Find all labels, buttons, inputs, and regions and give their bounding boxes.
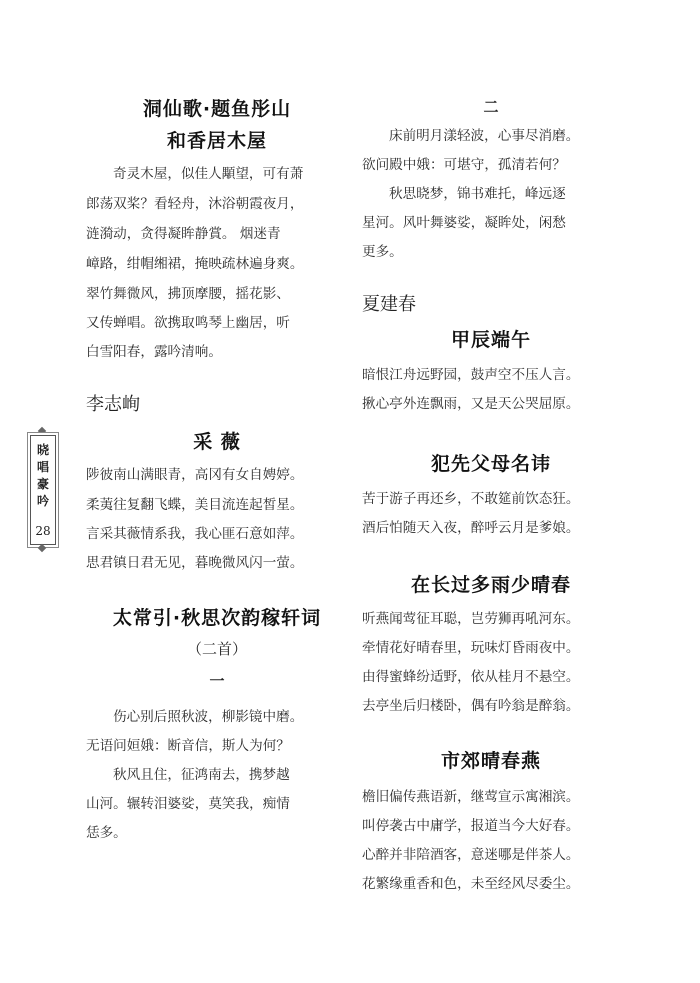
poem-line: 陟彼南山满眼青，高冈有女自娉婷。: [86, 467, 304, 483]
side-tab: [30, 435, 56, 545]
poem-line: 星河。风叶舞婆娑，凝眸处，闲愁: [362, 215, 566, 231]
side-char: 唱: [36, 460, 49, 474]
poem-line: 嶂路，绀帽缃裙，掩映疏林遍身爽。: [86, 256, 304, 272]
poem-line: 花繁缘重香和色，未至经风尽委尘。: [362, 876, 580, 892]
poem-line: 秋思晓梦，锦书难托，峰远逐: [389, 186, 566, 202]
poem-line: 酒后怕随天入夜，醉呼云月是爹娘。: [362, 520, 580, 536]
poem-line: 柔荑往复翻飞蝶，美目流连起皙星。: [86, 497, 304, 513]
poem-line: 涟漪动，贪得凝眸静賞。 烟迷青: [86, 226, 281, 242]
poem-line: 山河。辗转泪婆娑，莫笑我，痴情: [86, 796, 290, 812]
side-char: 晓: [36, 443, 49, 457]
poem-subtitle: （二首）: [186, 640, 247, 658]
poem-line: 听燕闻莺征耳聪，岂劳狮再吼河东。: [362, 611, 580, 627]
author-name: 李志峋: [86, 394, 140, 415]
poem-line: 言采其薇情系我，我心匪石意如萍。: [86, 526, 304, 542]
author-name: 夏建春: [362, 294, 416, 315]
poem-line: 欲问殿中娥：可堪守，孤清若何？: [362, 157, 566, 173]
poem-title: 在长过多雨少晴春: [410, 574, 571, 596]
poem-line: 白雪阳春，露吟清响。: [86, 344, 222, 360]
poem-line: 恁多。: [86, 825, 127, 841]
poem-line: 更多。: [362, 244, 403, 260]
section-number: 二: [483, 98, 499, 116]
poem-title: 和香居木屋: [166, 130, 267, 152]
poem-line: 牵情花好晴春里，玩味灯昏雨夜中。: [362, 640, 580, 656]
poem-line: 由得蜜蜂纷适野，依从桂月不悬空。: [362, 669, 580, 685]
poem-line: 苦于游子再还乡，不敢筵前饮态狂。: [362, 491, 580, 507]
tab-ornament-top: [38, 427, 46, 435]
side-char: 吟: [36, 494, 49, 508]
poem-title: 犯先父母名讳: [430, 453, 551, 475]
poem-line: 床前明月漾轻波，心事尽消磨。: [389, 128, 580, 144]
poem-line: 檐旧偏传燕语新，继莺宣示寓湘滨。: [362, 789, 580, 805]
tab-ornament-bottom: [38, 544, 46, 552]
poem-title: 洞仙歌·题鱼彤山: [142, 98, 292, 120]
poem-line: 翠竹舞微风，拂顶摩腰，摇花影、: [86, 286, 290, 302]
side-tab-title: [31, 442, 55, 510]
poem-title: 采 薇: [193, 431, 241, 453]
poem-line: 叫停袭古中庸学，报道当今大好春。: [362, 818, 580, 834]
poem-line: 奇灵木屋，似佳人顒望，可有萧: [113, 166, 304, 182]
poem-title: 甲辰端午: [450, 329, 531, 351]
section-number: 一: [209, 672, 225, 690]
poem-line: 又传蝉唱。欲携取鸣琴上幽居，听: [86, 315, 290, 331]
poem-title: 太常引·秋思次韵稼轩词: [112, 607, 322, 629]
poem-line: 伤心别后照秋波，柳影镜中磨。: [113, 709, 304, 725]
poem-line: 揪心亭外连飘雨，又是天公哭屈原。: [362, 396, 580, 412]
poem-line: 去亭坐后归楼卧，偶有吟翁是醉翁。: [362, 698, 580, 714]
poem-line: 郎荡双桨？看轻舟，沐浴朝霞夜月，: [86, 196, 304, 212]
side-char: 豪: [36, 477, 49, 491]
poem-line: 思君镇日君无见，暮晚微风闪一萤。: [86, 555, 304, 571]
poem-line: 心醉并非陪酒客，意迷哪是伴茶人。: [362, 847, 580, 863]
poem-line: 无语问姮娥：断音信，斯人为何？: [86, 738, 290, 754]
poem-title: 市郊晴春燕: [440, 750, 541, 772]
page-number: 28: [35, 524, 51, 538]
poem-line: 秋风且住，征鸿南去，携梦越: [113, 767, 290, 783]
poem-line: 暗恨江舟远野园，鼓声空不压人言。: [362, 367, 580, 383]
